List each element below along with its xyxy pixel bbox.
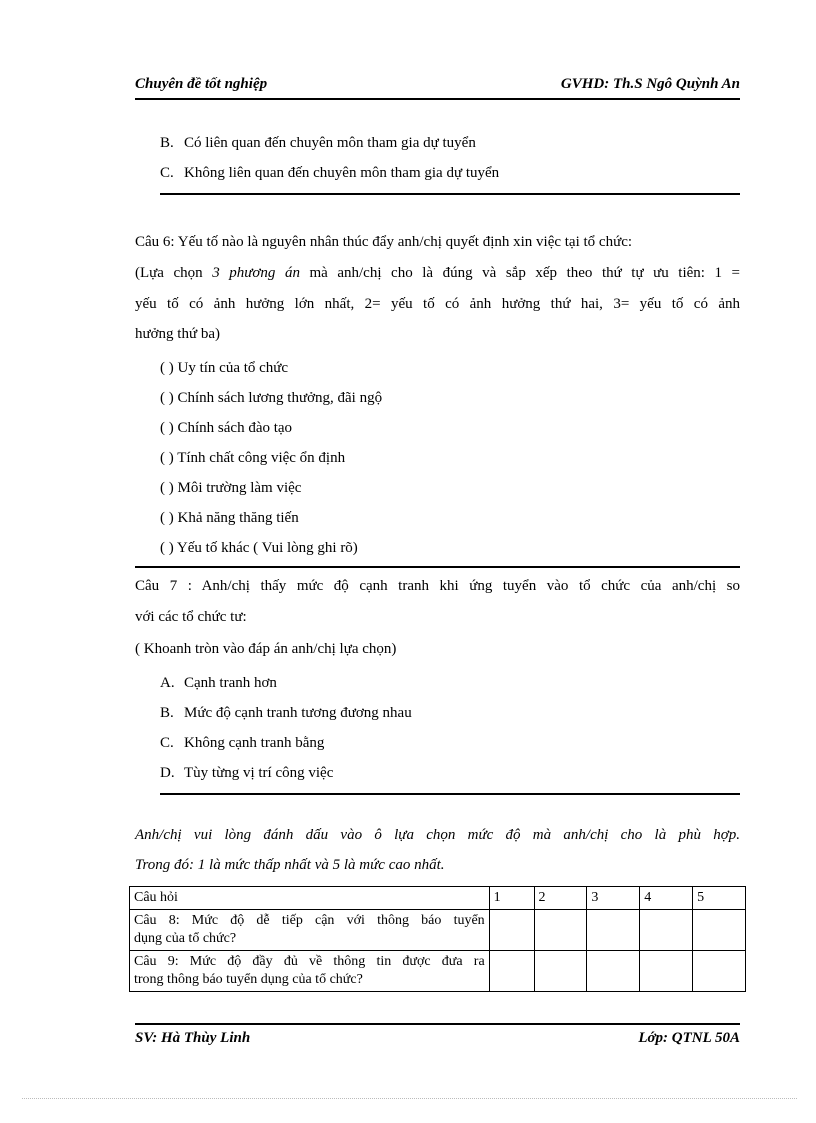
rating-cell-1[interactable]: [489, 910, 534, 951]
rating-question-line: dụng của tổ chức?: [134, 931, 237, 946]
rating-header-1: 1: [489, 887, 534, 910]
q7-instruction: ( Khoanh tròn vào đáp án anh/chị lựa chọn): [135, 641, 397, 657]
rating-header-3: 3: [587, 887, 640, 910]
table-row: [130, 951, 746, 992]
q6-instruction-italic: 3 phương án: [212, 265, 300, 281]
rating-question-line: Câu 8: Mức độ dễ tiếp cận với thông báo tuyển: [134, 913, 485, 928]
q5-option-c-letter: C.: [160, 165, 174, 181]
q7-option-letter: D.: [160, 765, 175, 781]
footer-right-class: Lớp: QTNL 50A: [638, 1030, 740, 1046]
q5-option-c-text: Không liên quan đến chuyên môn tham gia dự tuyển: [184, 165, 500, 181]
q5-option-b-letter: B.: [160, 135, 174, 151]
footer-left-student: SV: Hà Thùy Linh: [135, 1030, 251, 1046]
table-row: [130, 910, 746, 951]
section-divider: [160, 793, 740, 795]
rating-question-cell: [130, 910, 490, 951]
page-header: [135, 74, 740, 100]
q6-option: ( ) Yếu tố khác ( Vui lòng ghi rõ): [160, 540, 358, 556]
q7-option-c: [160, 733, 324, 753]
q7-option-a: [160, 673, 277, 693]
q7-option-text: Mức độ cạnh tranh tương đương nhau: [184, 705, 412, 721]
q6-instruction-line1: [135, 263, 740, 283]
q6-option: ( ) Chính sách lương thưởng, đãi ngộ: [160, 390, 383, 406]
q7-option-text: Tùy từng vị trí công việc: [184, 765, 334, 781]
rating-header-4: 4: [640, 887, 693, 910]
rating-question-line: Câu 9: Mức độ đầy đủ về thông tin được đưa ra: [134, 954, 485, 969]
rating-header-question: Câu hỏi: [130, 887, 490, 910]
page-bottom-divider: [22, 1098, 797, 1099]
q6-option: ( ) Khả năng thăng tiến: [160, 510, 299, 526]
rating-cell-3[interactable]: [587, 910, 640, 951]
rating-cell-4[interactable]: [640, 951, 693, 992]
q7-question-line2: với các tổ chức tư:: [135, 609, 247, 625]
q7-option-d: [160, 763, 333, 783]
q5-option-b: [160, 133, 476, 153]
q7-option-b: [160, 703, 412, 723]
q6-option: ( ) Chính sách đào tạo: [160, 420, 293, 436]
rating-header-5: 5: [693, 887, 746, 910]
q6-option: ( ) Môi trường làm việc: [160, 480, 302, 496]
rating-cell-2[interactable]: [534, 951, 587, 992]
q7-option-letter: C.: [160, 735, 174, 751]
q6-question: Câu 6: Yếu tố nào là nguyên nhân thúc đẩy anh/chị quyết định xin việc tại tổ chức:: [135, 234, 633, 250]
header-left-title: Chuyên đề tốt nghiệp: [135, 76, 268, 92]
q7-option-letter: A.: [160, 675, 175, 691]
q6-option: ( ) Tính chất công việc ổn định: [160, 450, 346, 466]
q6-instruction-line3: hưởng thứ ba): [135, 326, 221, 342]
q6-option: ( ) Uy tín của tổ chức: [160, 360, 289, 376]
q7-option-letter: B.: [160, 705, 174, 721]
q6-instruction-post: mà anh/chị cho là đúng và sắp xếp theo thứ tự ưu tiên: 1 =: [299, 265, 740, 281]
rating-cell-4[interactable]: [640, 910, 693, 951]
rating-question-line: trong thông báo tuyển dụng của tổ chức?: [134, 972, 363, 987]
q7-question-line1: Câu 7 : Anh/chị thấy mức độ cạnh tranh khi ứng tuyển vào tổ chức của anh/chị so: [135, 578, 740, 594]
rating-cell-2[interactable]: [534, 910, 587, 951]
rating-table-header-row: [130, 887, 746, 910]
q6-instruction-line2: yếu tố có ảnh hưởng lớn nhất, 2= yếu tố có ảnh hưởng thứ hai, 3= yếu tố có ảnh: [135, 296, 740, 312]
section-divider: [160, 193, 740, 195]
q5-option-c: [160, 163, 499, 183]
rating-cell-3[interactable]: [587, 951, 640, 992]
section-divider: [135, 566, 740, 568]
rating-header-2: 2: [534, 887, 587, 910]
rating-intro-line1: Anh/chị vui lòng đánh dấu vào ô lựa chọn mức độ mà anh/chị cho là phù hợp.: [135, 827, 740, 843]
q7-option-text: Cạnh tranh hơn: [184, 675, 277, 691]
header-right-supervisor: GVHD: Th.S Ngô Quỳnh An: [560, 76, 740, 92]
rating-cell-5[interactable]: [693, 910, 746, 951]
rating-question-cell: [130, 951, 490, 992]
rating-cell-5[interactable]: [693, 951, 746, 992]
rating-table: [129, 886, 746, 992]
q7-option-text: Không cạnh tranh bằng: [184, 735, 325, 751]
q5-option-b-text: Có liên quan đến chuyên môn tham gia dự tuyển: [184, 135, 476, 151]
q6-instruction-pre: (Lựa chọn: [135, 265, 213, 281]
rating-cell-1[interactable]: [489, 951, 534, 992]
page-footer: [135, 1023, 740, 1049]
rating-intro-line2: Trong đó: 1 là mức thấp nhất và 5 là mức cao nhất.: [135, 857, 445, 873]
